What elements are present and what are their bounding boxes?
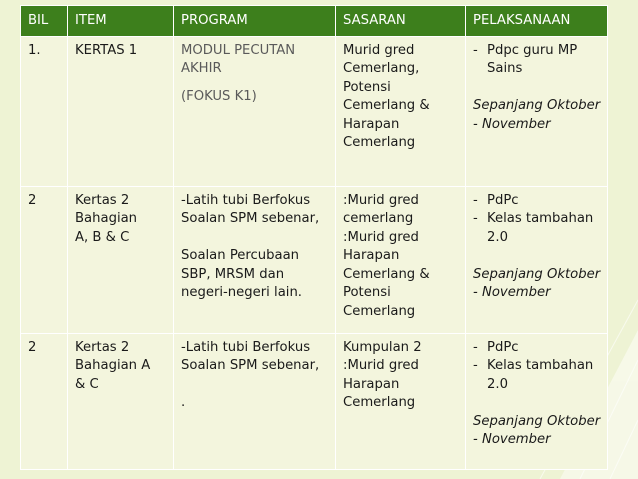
pelaksanaan-bullet <box>473 210 601 247</box>
program-line: MODUL PECUTAN <box>181 42 296 58</box>
cell-sasaran <box>336 333 466 469</box>
program-line: -Latih tubi Berfokus <box>181 192 311 208</box>
sasaran-line: Cemerlang & <box>343 266 430 282</box>
bullet-line: Sains <box>487 61 523 76</box>
bullet-line: 2.0 <box>487 229 508 245</box>
sasaran-line: :Murid gred <box>343 192 419 208</box>
cell-sasaran <box>336 186 466 333</box>
timing-line: - November <box>473 432 551 447</box>
header-program: PROGRAM <box>174 6 336 37</box>
sasaran-line: Cemerlang <box>343 395 416 410</box>
bullet-dash: - <box>473 42 478 58</box>
item-line: & C <box>75 376 99 392</box>
sasaran-line: Harapan <box>343 376 400 392</box>
cell-item <box>68 186 174 333</box>
bil-text: 2 <box>28 339 37 355</box>
sasaran-line: Cemerlang <box>343 135 416 150</box>
program-line: . <box>181 395 186 410</box>
header-sasaran: SASARAN <box>336 6 466 37</box>
program-line: Soalan SPM sebenar, <box>181 358 320 373</box>
bullet-dash: - <box>473 339 478 355</box>
timing-line: - November <box>473 285 551 300</box>
cell-item <box>68 333 174 469</box>
bullet-line: Pdpc guru MP <box>487 42 578 58</box>
bil-text: 2 <box>28 192 37 208</box>
item-line: Bahagian <box>75 211 138 226</box>
sasaran-line: cemerlang <box>343 211 414 226</box>
bullet-line: PdPc <box>487 192 519 208</box>
pelaksanaan-bullet <box>473 192 601 211</box>
timing-line: - November <box>473 116 551 132</box>
sasaran-line: Cemerlang & <box>343 98 430 113</box>
header-bil: BIL <box>21 6 68 37</box>
bullet-dash: - <box>473 358 478 373</box>
item-line: A, B & C <box>75 229 130 245</box>
cell-item <box>68 36 174 186</box>
bullet-line: Kelas tambahan <box>487 358 594 373</box>
sasaran-line: Kumpulan 2 <box>343 339 422 355</box>
bullet-line: 2.0 <box>487 376 508 392</box>
cell-bil <box>21 186 68 333</box>
plan-table <box>20 5 608 470</box>
bil-text: 1. <box>28 42 41 58</box>
sasaran-line: Potensi <box>343 79 391 95</box>
program-line: (FOKUS K1) <box>181 88 257 104</box>
sasaran-line: Potensi <box>343 285 391 300</box>
bullet-line: PdPc <box>487 339 519 355</box>
program-line: Soalan Percubaan <box>181 248 300 263</box>
item-line: Bahagian A <box>75 358 151 373</box>
cell-pelaksanaan <box>466 186 608 333</box>
sasaran-line: :Murid gred <box>343 229 419 245</box>
sasaran-line: Cemerlang <box>343 303 416 319</box>
cell-bil <box>21 333 68 469</box>
cell-pelaksanaan <box>466 36 608 186</box>
item-line: Kertas 2 <box>75 192 130 208</box>
program-line: negeri-negeri lain. <box>181 285 302 300</box>
bullet-line: Kelas tambahan <box>487 211 594 226</box>
header-row <box>21 6 608 37</box>
timing-line: Sepanjang Oktober <box>473 266 601 282</box>
program-line: AKHIR <box>181 61 222 76</box>
cell-bil <box>21 36 68 186</box>
table-row <box>21 36 608 186</box>
cell-sasaran <box>336 36 466 186</box>
cell-program <box>174 36 336 186</box>
sasaran-line: Harapan <box>343 248 400 263</box>
timing-line: Sepanjang Oktober <box>473 98 601 113</box>
pelaksanaan-bullet <box>473 42 601 79</box>
bullet-dash: - <box>473 192 478 208</box>
sasaran-line: :Murid gred <box>343 358 419 373</box>
header-pelaksanaan: PELAKSANAAN <box>466 6 608 37</box>
sasaran-line: Harapan <box>343 116 400 132</box>
cell-program <box>174 333 336 469</box>
sasaran-line: Cemerlang, <box>343 61 420 76</box>
sasaran-line: Murid gred <box>343 42 415 58</box>
program-line: Soalan SPM sebenar, <box>181 211 320 226</box>
table-row <box>21 333 608 469</box>
header-item: ITEM <box>68 6 174 37</box>
bullet-dash: - <box>473 211 478 226</box>
item-line: Kertas 2 <box>75 339 130 355</box>
program-line: -Latih tubi Berfokus <box>181 339 311 355</box>
pelaksanaan-bullet <box>473 357 601 394</box>
cell-pelaksanaan <box>466 333 608 469</box>
cell-program <box>174 186 336 333</box>
timing-line: Sepanjang Oktober <box>473 413 601 429</box>
table-row <box>21 186 608 333</box>
pelaksanaan-bullet <box>473 339 601 358</box>
item-line: KERTAS 1 <box>75 42 138 58</box>
program-line: SBP, MRSM dan <box>181 266 285 282</box>
